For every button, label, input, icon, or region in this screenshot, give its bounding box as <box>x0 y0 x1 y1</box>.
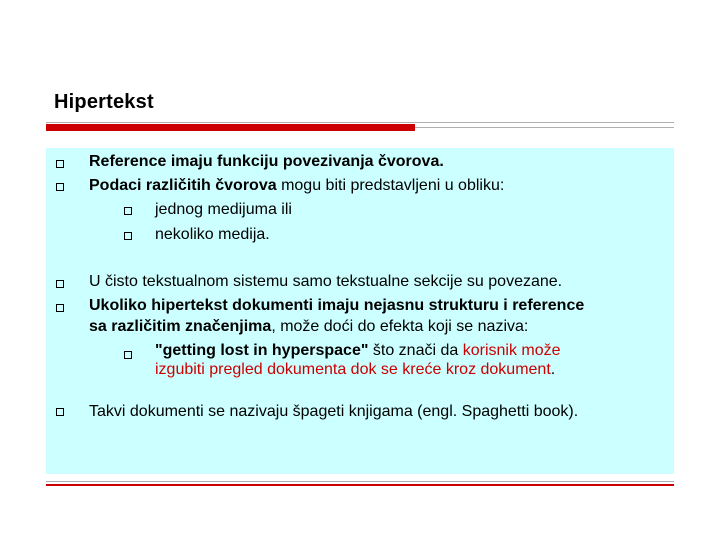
list-item <box>89 296 584 316</box>
square-bullet-icon <box>56 280 64 288</box>
sub-list-item <box>155 225 270 245</box>
list-item-continuation <box>89 317 528 337</box>
sub-list-item-continuation <box>155 360 555 380</box>
item-text: nekoliko medija. <box>155 226 270 243</box>
title-rule-grey <box>415 127 674 128</box>
item-text: U čisto tekstualnom sistemu samo tekstualne sekcije su povezane. <box>89 273 563 290</box>
footer-rule-red <box>46 484 674 486</box>
square-bullet-icon <box>56 160 64 168</box>
footer-rule-thin <box>46 481 674 482</box>
item-text: što znači da <box>368 342 463 359</box>
title-rule-thin <box>46 122 674 123</box>
square-bullet-icon <box>56 304 64 312</box>
item-text: Ukoliko hipertekst dokumenti imaju nejasnu strukturu i reference <box>89 297 585 314</box>
square-bullet-icon <box>56 183 64 191</box>
item-text: . <box>550 361 556 378</box>
square-bullet-icon <box>124 351 132 359</box>
title-rule-red <box>46 124 415 131</box>
item-text: Takvi dokumenti se nazivaju špageti knjigama (engl. Spaghetti book). <box>89 403 579 420</box>
list-item <box>89 176 504 196</box>
item-red-text: izgubiti pregled dokumenta dok se kreće kroz dokument <box>155 361 551 378</box>
item-text: mogu biti predstavljeni u obliku: <box>276 177 505 194</box>
square-bullet-icon <box>124 232 132 240</box>
square-bullet-icon <box>56 408 64 416</box>
item-text: , može doći do efekta koji se naziva: <box>271 318 529 335</box>
sub-list-item <box>155 200 292 220</box>
sub-list-item <box>155 341 561 361</box>
item-text: Reference imaju funkciju povezivanja čvorova. <box>89 153 444 170</box>
list-item <box>89 402 578 422</box>
item-bold-text: sa različitim značenjima <box>89 318 272 335</box>
item-bold-text: "getting lost in hyperspace" <box>155 342 369 359</box>
square-bullet-icon <box>124 207 132 215</box>
list-item <box>89 152 444 172</box>
item-text: jednog medijuma ili <box>155 201 292 218</box>
item-bold-text: Podaci različitih čvorova <box>89 177 277 194</box>
list-item <box>89 272 562 292</box>
item-red-text: korisnik može <box>462 342 561 359</box>
slide-title: Hipertekst <box>54 91 154 113</box>
